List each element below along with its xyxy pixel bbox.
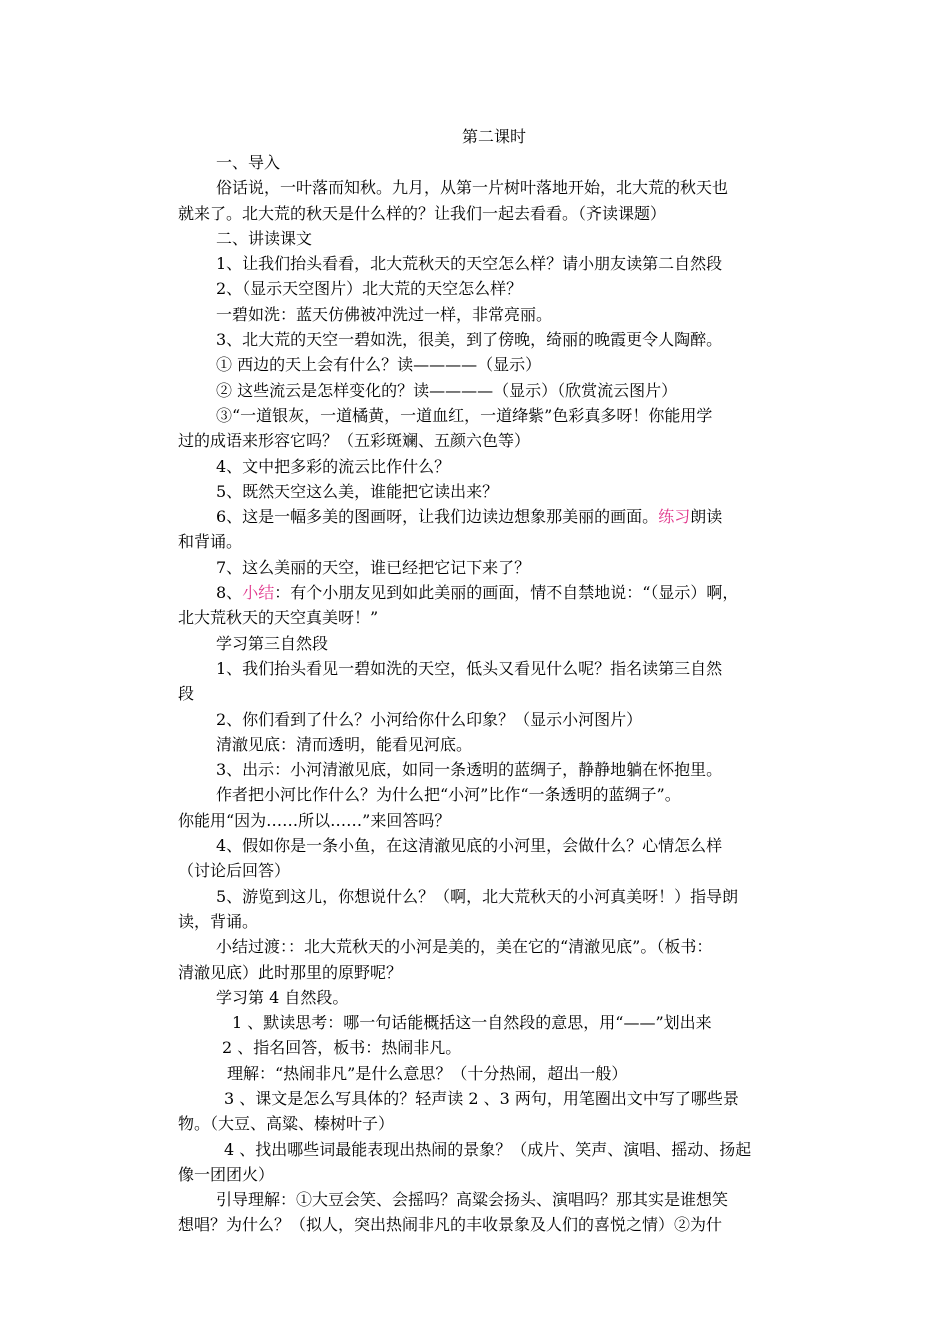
text-run: 作者把小河比作什么？为什么把“小河”比作“一条透明的蓝绸子”。 [216,785,681,805]
text-run: 6、这是一幅多美的图画呀，让我们边读边想象那美丽的画面。 [216,507,659,527]
text-run: 过的成语来形容它吗？（五彩斑斓、五颜六色等） [178,431,531,451]
text-line [178,681,810,706]
document-page [178,124,810,1238]
text-run: 清澈见底）此时那里的原野呢？ [178,962,403,982]
text-line [178,454,810,479]
text-run: 学习第 4 自然段。 [216,987,349,1007]
text-run: ③“一道银灰，一道橘黄，一道血红，一道绛紫”色彩真多呀！你能用学 [216,405,713,425]
text-run: 朗读 [690,507,723,527]
text-line [178,352,810,377]
text-line [178,327,810,352]
text-run: 二、讲读课文 [216,228,313,248]
text-line [178,226,810,251]
text-run: ② 这些流云是怎样变化的？读————（显示）（欣赏流云图片） [216,380,678,400]
highlighted-text: 练习 [658,507,691,527]
text-line [178,1035,810,1060]
text-run: 5、游览到这儿，你想说什么？（啊，北大荒秋天的小河真美呀！）指导朗 [216,886,739,906]
text-line [178,1137,810,1162]
text-run: 3 、课文是怎么写具体的？轻声读 2 、3 两句，用笔圈出文中写了哪些景 [224,1088,739,1108]
text-line [178,428,810,453]
text-run: 北大荒秋天的天空真美呀！” [178,608,379,628]
text-line [178,1212,810,1237]
text-line [178,707,810,732]
text-line [178,1086,810,1111]
text-line [178,1111,810,1136]
text-line [178,479,810,504]
text-run: 5、既然天空这么美，谁能把它读出来？ [216,481,499,501]
text-line [178,1162,810,1187]
text-run: 4、文中把多彩的流云比作什么？ [216,456,451,476]
text-run: 1 、默读思考：哪一句话能概括这一自然段的意思，用“——”划出来 [232,1013,712,1033]
text-line [178,504,810,529]
text-run: 像一团团火） [178,1164,275,1184]
text-run: 想唱？为什么？（拟人，突出热闹非凡的丰收景象及人们的喜悦之情）②为什 [178,1215,723,1235]
text-line [178,150,810,175]
text-run: ：有个小朋友见到如此美丽的画面，情不自禁地说：“（显示）啊， [274,583,739,603]
text-line [178,276,810,301]
text-run: 2 、指名回答，板书：热闹非凡。 [222,1038,462,1058]
text-run: 就来了。北大荒的秋天是什么样的？让我们一起去看看。（齐读课题） [178,203,667,223]
text-run: 一、导入 [216,153,281,172]
text-line [178,529,810,554]
text-line [178,175,810,200]
text-line [178,960,810,985]
text-run: ① 西边的天上会有什么？读————（显示） [216,355,542,375]
text-line [178,251,810,276]
text-line [178,782,810,807]
text-run: 段 [178,684,195,704]
text-run: 小结过渡：：北大荒秋天的小河是美的，美在它的“清澈见底”。（板书： [216,937,713,957]
text-line [178,732,810,757]
text-run: 和背诵。 [178,532,243,552]
text-line [178,808,810,833]
text-run: 3、北大荒的天空一碧如洗，很美，到了傍晚，绮丽的晚霞更令人陶醉。 [216,330,723,350]
text-line [178,833,810,858]
text-run: 4 、找出哪些词最能表现出热闹的景象？（成片、笑声、演唱、摇动、扬起 [224,1139,752,1159]
text-line [178,934,810,959]
text-line [178,631,810,656]
text-run: 清澈见底：清而透明，能看见河底。 [216,734,473,754]
text-run: 7、这么美丽的天空，谁已经把它记下来了？ [216,557,531,577]
text-line [178,605,810,630]
text-run: 一碧如洗：蓝天仿佛被冲洗过一样，非常亮丽。 [216,304,553,324]
text-line [178,403,810,428]
text-run: 2、你们看到了什么？小河给你什么印象？（显示小河图片） [216,709,643,729]
text-line [178,555,810,580]
document-body [178,150,810,1238]
text-line [178,757,810,782]
page-title: 第二课时 [461,127,526,146]
text-run: 引导理解：①大豆会笑、会摇吗？高粱会扬头、演唱吗？那其实是谁想笑 [216,1190,729,1210]
text-run: 3、出示：小河清澈见底，如同一条透明的蓝绸子，静静地躺在怀抱里。 [216,760,723,780]
text-line [178,1187,810,1212]
text-run: 学习第三自然段 [216,633,329,653]
text-run: 2、（显示天空图片）北大荒的天空怎么样？ [216,279,523,299]
text-run: 1、我们抬头看见一碧如洗的天空，低头又看见什么呢？指名读第三自然 [216,658,723,678]
text-line [178,201,810,226]
text-line [178,858,810,883]
highlighted-text: 小结 [242,583,275,603]
text-line [178,378,810,403]
text-run: 1、让我们抬头看看，北大荒秋天的天空怎么样？请小朋友读第二自然段 [216,254,723,274]
text-run: 8、 [216,583,243,603]
text-line [178,1010,810,1035]
text-run: 4、假如你是一条小鱼，在这清澈见底的小河里，会做什么？心情怎么样 [216,836,723,856]
text-run: 物。（大豆、高粱、榛树叶子） [178,1114,395,1134]
text-run: （讨论后回答） [178,861,291,881]
text-run: 你能用“因为……所以……”来回答吗？ [178,810,451,830]
text-run: 俗话说，一叶落而知秋。九月，从第一片树叶落地开始，北大荒的秋天也 [216,178,729,198]
text-line [178,302,810,327]
text-line [178,884,810,909]
text-line [178,656,810,681]
text-line [178,985,810,1010]
text-line [178,909,810,934]
text-line [178,580,810,605]
text-run: 理解：“热闹非凡”是什么意思？（十分热闹，超出一般） [227,1063,628,1083]
text-line [178,1061,810,1086]
text-run: 读，背诵。 [178,911,259,931]
